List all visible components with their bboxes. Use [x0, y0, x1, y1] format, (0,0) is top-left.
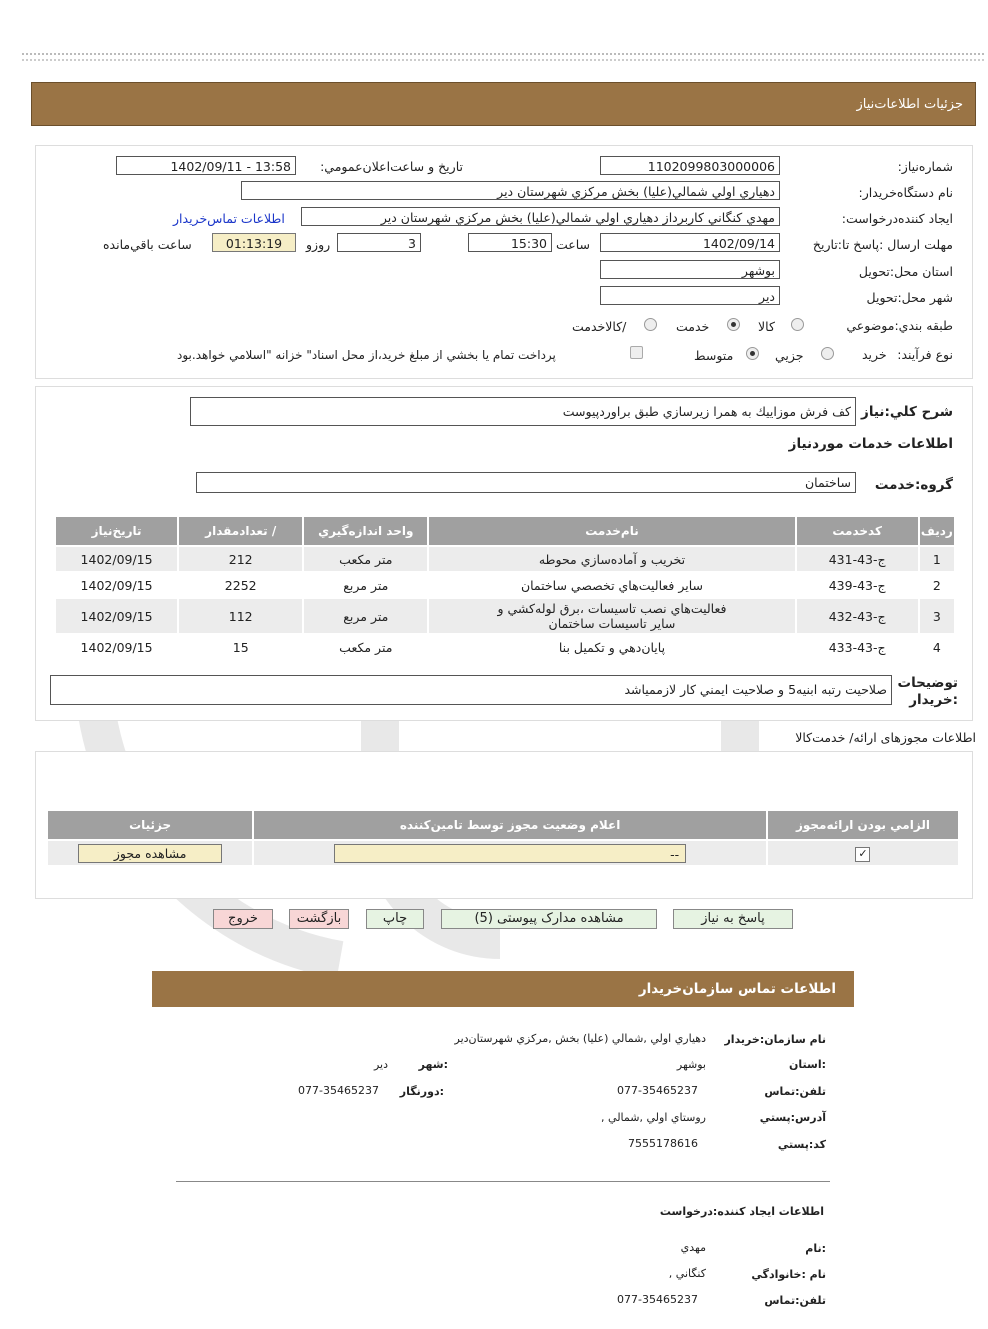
row-unit: متر مكعب — [304, 547, 427, 571]
process-minor-label: جزيي — [775, 348, 804, 363]
contact-divider — [176, 1181, 830, 1182]
creator-field: مهدي كنگاني كاربرداز دهياري اولي شمالي(عليا) بخش مركزي شهرستان دير — [301, 207, 780, 226]
category-service-radio[interactable] — [727, 318, 740, 331]
province-label: استان محل:تحويل — [858, 264, 953, 279]
row-code: ج-43-433 — [828, 639, 886, 655]
contact-fax-value: 077-35465237 — [298, 1084, 379, 1097]
contact-city-label: :شهر — [418, 1058, 448, 1071]
group-label: گروه:خدمت — [874, 477, 953, 493]
creator-family-value: كنگاني , — [668, 1267, 706, 1280]
need-number-label: شماره‌نياز: — [897, 159, 953, 174]
deadline-date-field: 1402/09/14 — [600, 233, 780, 252]
contact-org-label: نام سازمان:خريدار — [724, 1033, 826, 1046]
category-goods-radio[interactable] — [791, 318, 804, 331]
process-medium-radio[interactable] — [746, 347, 759, 360]
col-unit: واحد اندازه‌گيري — [304, 517, 427, 545]
deadline-label: مهلت ارسال :پاسخ تا:تاريخ — [812, 237, 953, 252]
col-qty: / تعدادمقدار — [179, 517, 302, 545]
view-permit-button[interactable]: مشاهده مجوز — [78, 844, 222, 863]
creator-name-value: مهدي — [680, 1241, 706, 1254]
category-both-label: /كالاخدمت — [572, 319, 627, 334]
process-minor-radio[interactable] — [821, 347, 834, 360]
row-no: 1 — [920, 547, 954, 571]
creator-name-label: :نام — [805, 1242, 826, 1255]
reply-button[interactable]: پاسخ به نیاز — [673, 909, 793, 929]
contact-province-label: :استان — [789, 1058, 826, 1071]
contact-city-value: دير — [373, 1058, 388, 1071]
contact-fax-label: :دورنگار — [399, 1085, 444, 1098]
row-date: 1402/09/15 — [56, 547, 177, 571]
permits-title: اطلاعات مجوزهای ارائه/ خدمت‌کالا — [795, 730, 976, 745]
contact-address-value: روستاي اولي ,شمالي , — [601, 1111, 706, 1124]
remaining-label: ساعت باقي‌مانده — [103, 237, 192, 252]
row-date: 1402/09/15 — [80, 639, 153, 655]
top-divider — [22, 53, 984, 61]
row-name: پايان‌دهي و تكميل بنا — [558, 639, 666, 655]
summary-label: شرح كلي:نياز — [861, 404, 953, 420]
city-label: شهر محل:تحويل — [866, 290, 953, 305]
row-qty: 2252 — [224, 577, 257, 593]
buyer-notes-label: توضيحات :خريدار — [897, 675, 958, 708]
permit-status-field: -- — [334, 844, 686, 863]
category-service-label: خدمت — [676, 319, 710, 334]
contact-header — [152, 971, 854, 1007]
contact-org-value: دهياري اولي ,شمالي (عليا) بخش ,مركزي شهرستان‌دير — [454, 1032, 706, 1045]
announce-field: 1402/09/11 - 13:58 — [116, 156, 296, 175]
table-row — [56, 547, 954, 571]
contact-postal-label: كد:پستي — [777, 1138, 826, 1151]
row-date: 1402/09/15 — [80, 577, 153, 593]
contact-title: اطلاعات تماس سازمان‌خريدار — [638, 981, 836, 997]
row-unit: متر مربع — [343, 577, 389, 593]
attachments-button[interactable]: مشاهده مدارک پیوستی (5) — [441, 909, 657, 929]
row-no: 4 — [932, 639, 941, 655]
permit-required-cell — [768, 841, 958, 865]
row-name: ساير فعاليت‌هاي تخصصي ساختمان — [520, 577, 704, 593]
creator-phone-label: تلفن:تماس — [764, 1294, 826, 1307]
exit-button[interactable]: خروج — [213, 909, 273, 929]
summary-field: كف فرش موزاييك به همرا زيرسازي طبق براوردپيوست — [190, 397, 856, 426]
row-qty: 15 — [232, 639, 249, 655]
table-row — [56, 635, 954, 659]
creator-phone-value: 077-35465237 — [617, 1293, 698, 1306]
col-date: تاريخ‌نياز — [56, 517, 177, 545]
creator-family-label: نام :خانوادگي — [751, 1268, 826, 1281]
row-qty: 212 — [179, 547, 302, 571]
col-code: كدخدمت — [797, 517, 918, 545]
services-table — [54, 515, 956, 661]
col-permit-required: الزامي بودن ارائه‌مجوز — [768, 811, 958, 839]
row-code: ج-43-432 — [797, 599, 918, 633]
contact-phone-value: 077-35465237 — [617, 1084, 698, 1097]
table-row — [48, 841, 958, 865]
creator-label: ايجاد كننده‌درخواست: — [841, 211, 953, 226]
row-no: 2 — [932, 577, 941, 593]
contact-address-label: آدرس:پستي — [759, 1111, 826, 1124]
row-qty: 112 — [179, 599, 302, 633]
row-code: ج-43-439 — [828, 577, 886, 593]
row-no: 3 — [920, 599, 954, 633]
deadline-time-field: 15:30 — [468, 233, 552, 252]
need-number-field: 1102099803000006 — [600, 156, 780, 175]
back-button[interactable]: بازگشت — [289, 909, 349, 929]
buyer-contact-link[interactable]: اطلاعات تماس‌خريدار — [173, 211, 285, 226]
creator-info-title: اطلاعات ايجاد كننده:درخواست — [659, 1205, 824, 1218]
row-code: ج-43-431 — [797, 547, 918, 571]
col-row: رديف — [920, 517, 954, 545]
row-unit: متر مربع — [304, 599, 427, 633]
row-unit: متر مكعب — [339, 639, 393, 655]
header-title: جزئيات اطلاعات‌نياز — [856, 97, 963, 112]
services-title: اطلاعات خدمات موردنياز — [788, 436, 953, 452]
days-label: روزو — [306, 237, 331, 252]
row-date: 1402/09/15 — [56, 599, 177, 633]
table-row — [56, 599, 954, 633]
col-name: نام‌خدمت — [429, 517, 794, 545]
group-field: ساختمان — [196, 472, 856, 493]
col-permit-details: جزئيات — [48, 811, 252, 839]
print-button[interactable]: چاپ — [366, 909, 424, 929]
category-label: طبقه بندي:موضوعي — [846, 318, 953, 333]
deadline-hour-label: ساعت — [556, 237, 591, 252]
process-medium-label: متوسط — [694, 348, 734, 363]
col-permit-status: اعلام وضعيت مجوز توسط تامين‌كننده — [254, 811, 766, 839]
permit-required-checkbox[interactable]: ✓ — [855, 847, 870, 862]
buyer-org-label: نام دستگاه‌خريدار: — [858, 185, 953, 200]
row-name: تخريب و آماده‌سازي محوطه — [429, 547, 794, 571]
contact-province-value: بوشهر — [676, 1058, 706, 1071]
buyer-org-field: دهياري اولي شمالي(عليا) بخش مركزي شهرستان دير — [241, 181, 780, 200]
treasury-payment-text: پرداخت تمام يا بخشي از مبلغ خريد،از محل اسناد" خزانه "اسلامي خواهد.بود — [177, 348, 556, 362]
page-header — [31, 82, 976, 126]
process-buy-label: خريد — [862, 347, 887, 362]
permit-status-cell — [254, 841, 766, 865]
remaining-timer: 01:13:19 — [212, 233, 296, 252]
category-both-radio[interactable] — [644, 318, 657, 331]
row-name: فعاليت‌هاي نصب تاسيسات ،برق لوله‌كشي و ساير تاسيسات ساختمان — [429, 599, 794, 633]
announce-label: تاريخ و ساعت‌اعلان‌عمومي: — [320, 159, 463, 174]
contact-phone-label: تلفن:تماس — [764, 1085, 826, 1098]
permit-details-cell — [48, 841, 252, 865]
contact-postal-value: 7555178616 — [628, 1137, 698, 1150]
category-goods-label: كالا — [758, 319, 775, 334]
treasury-payment-checkbox[interactable] — [630, 346, 643, 359]
process-label: نوع فرآيند: — [897, 347, 953, 362]
days-field: 3 — [337, 233, 421, 252]
table-row — [56, 573, 954, 597]
buyer-notes-field: صلاحيت رتبه ابنيه5 و صلاحيت ايمني كار لازممياشد — [50, 675, 892, 705]
province-field: بوشهر — [600, 260, 780, 279]
city-field: دير — [600, 286, 780, 305]
permits-table — [46, 809, 960, 867]
